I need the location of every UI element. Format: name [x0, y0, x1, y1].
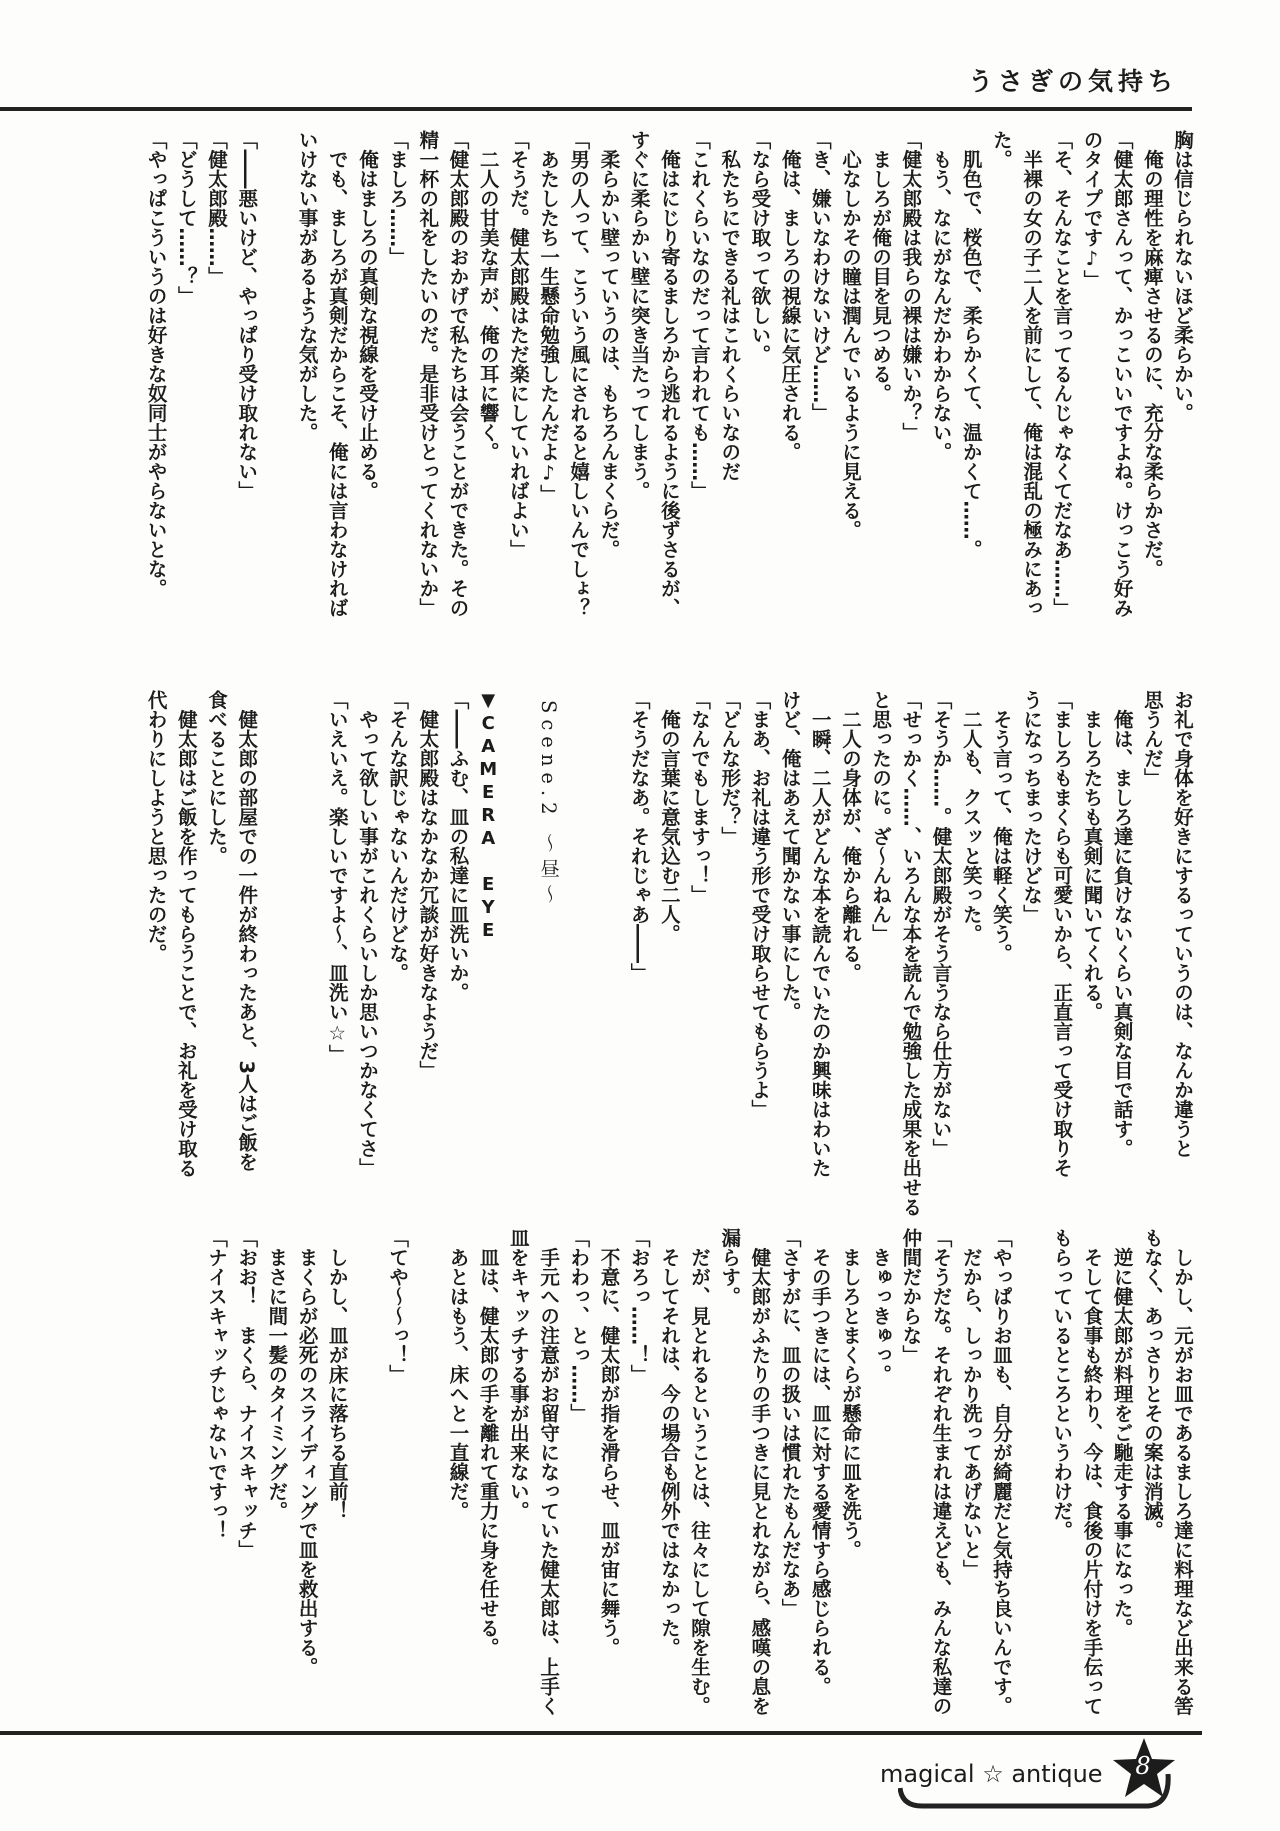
text-line: 胸は信じられないほど柔らかい。 [1171, 130, 1194, 423]
text-line: 「そうか……。健太郎殿がそう言うなら仕方がない」 [929, 690, 953, 1158]
text-line: 「――悪いけど、やっぱり受け取れない」 [235, 130, 259, 501]
text-line: 「おお！ まくら、ナイスキャッチ」 [235, 1228, 259, 1560]
text-line: 皿をキャッチする事が出来ない。 [506, 1228, 530, 1521]
text-line: まくらが必死のスライディングで皿を救出する。 [295, 1228, 319, 1677]
text-line: 「てや～～っ！」 [386, 1228, 410, 1384]
text-line: 健太郎がふたりの手つきに見とれながら、感嘆の息を [748, 1228, 772, 1716]
text-line: 「健太郎殿のおかげで私たちは会うことができた。その [446, 130, 470, 618]
blank-line [261, 130, 291, 618]
text-line: 皿は、健太郎の手を離れて重力に身を任せる。 [476, 1228, 500, 1657]
text-line: 「健太郎殿……」 [205, 130, 228, 286]
text-line: 思うんだ」 [1140, 690, 1164, 788]
text-line: 半裸の女の子二人を前にして、俺は混乱の極みにあっ [1020, 130, 1044, 618]
text-line: 代わりにしようと思ったのだ。 [144, 690, 168, 963]
text-line: だから、しっかり洗ってあげないと」 [959, 1228, 983, 1579]
text-line: 逆に健太郎が料理をご馳走する事になった。 [1110, 1228, 1134, 1638]
text-line: 「健太郎さんって、かっこいいですよね。けっこう好み [1110, 130, 1134, 618]
text-line: 二人の身体が、俺から離れる。 [838, 690, 862, 983]
text-line: 健太郎殿はなかなか冗談が好きなようだ」 [416, 690, 440, 1080]
chapter-title: うさぎの気持ち [968, 67, 1179, 96]
text-line: 精一杯の礼をしたいのだ。是非受けとってくれないか」 [416, 130, 440, 618]
text-line: だが、見とれるということは、往々にして隙を生む。 [688, 1228, 711, 1716]
text-line: 「ましろ……」 [386, 130, 410, 267]
text-line: もらっているところというわけだ。 [1050, 1228, 1074, 1540]
text-line: でも、ましろが真剣だからこそ、俺には言わなければ [325, 130, 349, 618]
blank-line [1016, 1228, 1046, 1716]
text-line: あたしたち一生懸命勉強したんだよ♪」 [537, 130, 561, 504]
text-line: 「なんでもしますっ！」 [688, 690, 711, 905]
text-line: 「いえいえ。楽しいですよ～、皿洗い☆」 [325, 690, 349, 1064]
text-line: けど、俺はあえて聞かない事にした。 [778, 690, 802, 1022]
text-line: 「ナイスキャッチじゃないですっ！ [205, 1228, 228, 1540]
text-line: 俺の言葉に意気込む二人。 [657, 690, 681, 944]
text-line: あとはもう、床へと一直線だ。 [446, 1228, 470, 1521]
text-line: 「そんな訳じゃないんだけどな。 [386, 690, 410, 983]
text-line: すぐに柔らかい壁に突き当たってしまう。 [627, 130, 651, 501]
text-line: 俺はにじり寄るましろから逃れるように後ずさるが、 [657, 130, 681, 618]
text-line: た。 [989, 130, 1013, 169]
text-line: 「これくらいなのだって言われても……」 [688, 130, 711, 501]
text-line: 「き、嫌いなわけないけど……」 [808, 130, 832, 423]
page-number: 8 [1135, 1752, 1151, 1780]
text-line: お礼で身体を好きにするっていうのは、なんか違うと [1171, 690, 1194, 1158]
text-line: 「そうだなあ。それじゃあ――」 [627, 690, 651, 983]
text-line: 俺は、ましろ達に負けないくらい真剣な目で話す。 [1110, 690, 1134, 1158]
text-line: 「――ふむ、皿の私達に皿洗いか。 [446, 690, 470, 1002]
text-tier-top [140, 130, 1197, 618]
text-line: のタイプです♪」 [1080, 130, 1104, 290]
text-line: 「そ、そんなことを言ってるんじゃなくてだなあ……」 [1050, 130, 1074, 618]
text-line: 漏らす。 [718, 1228, 742, 1306]
text-line: しかし、皿が床に落ちる直前！ [325, 1228, 349, 1521]
text-tier-middle [140, 690, 1197, 1217]
text-line: そう言って、俺は軽く笑う。 [989, 690, 1013, 963]
text-line: と思ったのに。ざ～んねん」 [869, 690, 893, 944]
text-line: もう、なにがなんだかわからない。 [929, 130, 953, 462]
text-line: 一瞬、二人がどんな本を読んでいたのか興味はわいた [808, 690, 832, 1178]
text-line: 「ましろもまくらも可愛いから、正直言って受け取りそ [1050, 690, 1074, 1178]
text-line: 「やっぱりお皿も、自分が綺麗だと気持ち良いんです。 [989, 1228, 1013, 1716]
text-line: Scene.2 ～昼～ [537, 700, 561, 910]
text-line: 食べることにした。 [205, 690, 228, 866]
text-line: 二人も、クスッと笑った。 [959, 690, 983, 944]
blank-line [503, 690, 533, 1217]
text-line: 二人の甘美な声が、俺の耳に響く。 [476, 130, 500, 462]
text-line: 「そうだな。それぞれ生まれは違えども、みんな私達の [929, 1228, 953, 1716]
text-line: 「なら受け取って欲しい。 [748, 130, 772, 364]
text-line: まさに間一髪のタイミングだ。 [265, 1228, 289, 1521]
text-line: 「男の人って、こういう風にされると嬉しいんでしょ？ [567, 130, 591, 618]
text-line: 健太郎の部屋での一件が終わったあと、3人はご飯を [235, 690, 259, 1172]
text-line: 肌色で、桜色で、柔らかくて、温かくて……。 [959, 130, 983, 559]
text-line: そして食事も終わり、今は、食後の片付けを手伝って [1080, 1228, 1104, 1716]
text-line: 「さすがに、皿の扱いは慣れたもんだなあ」 [778, 1228, 802, 1618]
blank-line [563, 690, 593, 1217]
header-rule [0, 107, 1192, 111]
blank-line [261, 690, 291, 1217]
blank-line [352, 1228, 382, 1716]
text-line: もなく、あっさりとその案は消滅。 [1140, 1228, 1164, 1540]
text-line: しかし、元がお皿であるましろ達に料理など出来る筈 [1171, 1228, 1194, 1716]
text-line: そしてそれは、今の場合も例外ではなかった。 [657, 1228, 681, 1657]
text-line: 「まあ、お礼は違う形で受け取らせてもらうよ」 [748, 690, 772, 1119]
text-line: ましろとまくらが懸命に皿を洗う。 [838, 1228, 862, 1560]
blank-line [593, 690, 623, 1217]
series-name: magical ☆ antique [880, 1760, 1103, 1788]
text-line: 不意に、健太郎が指を滑らせ、皿が宙に舞う。 [597, 1228, 621, 1657]
text-line: 健太郎はご飯を作ってもらうことで、お礼を受け取る [174, 690, 198, 1178]
text-line: ましろたちも真剣に聞いてくれる。 [1080, 690, 1104, 1022]
text-line: その手つきには、皿に対する愛情すら感じられる。 [808, 1228, 832, 1696]
text-line: うになっちまったけどな」 [1020, 690, 1044, 924]
text-line: 「やっぱこういうのは好きな奴同士がやらないとな。 [144, 130, 168, 598]
text-line: 「そうだ。健太郎殿はただ楽にしていればよい」 [506, 130, 530, 559]
text-tier-bottom [201, 1228, 1197, 1716]
text-line: 「わわっ、とっ……」 [567, 1228, 591, 1423]
text-line: ましろが俺の目を見つめる。 [869, 130, 893, 403]
text-line: やって欲しい事がこれくらいしか思いつかなくてさ」 [355, 690, 379, 1178]
text-line: 柔らかい壁っていうのは、もちろんまくらだ。 [597, 130, 621, 559]
text-line: 私たちにできる礼はこれくらいなのだ [718, 130, 742, 481]
text-line: 「どんな形だ？」 [718, 690, 742, 846]
text-line: 「せっかく……、いろんな本を読んで勉強した成果を出せる [899, 690, 923, 1217]
text-line: 「健太郎殿は我らの裸は嫌いか？」 [899, 130, 923, 442]
text-line: 「おろっ……！」 [627, 1228, 651, 1384]
footer-rule [0, 1731, 1202, 1735]
text-line: 「どうして……？」 [174, 130, 198, 306]
text-line: 仲間だからな」 [899, 1228, 923, 1365]
text-line: 俺はましろの真剣な視線を受け止める。 [355, 130, 379, 501]
blank-line [412, 1228, 442, 1716]
text-line: 心なしかその瞳は潤んでいるように見える。 [838, 130, 862, 540]
text-line: 俺は、ましろの視線に気圧される。 [778, 130, 802, 462]
text-line: 俺の理性を麻痺させるのに、充分な柔らかさだ。 [1140, 130, 1164, 579]
blank-line [291, 690, 321, 1217]
text-line: ▼CAMERA EYE [477, 690, 499, 943]
text-line: 手元への注意がお留守になっていた健太郎は、上手く [537, 1228, 561, 1716]
text-line: いけない事があるような気がした。 [295, 130, 319, 442]
text-line: きゅっきゅっ。 [869, 1228, 893, 1384]
